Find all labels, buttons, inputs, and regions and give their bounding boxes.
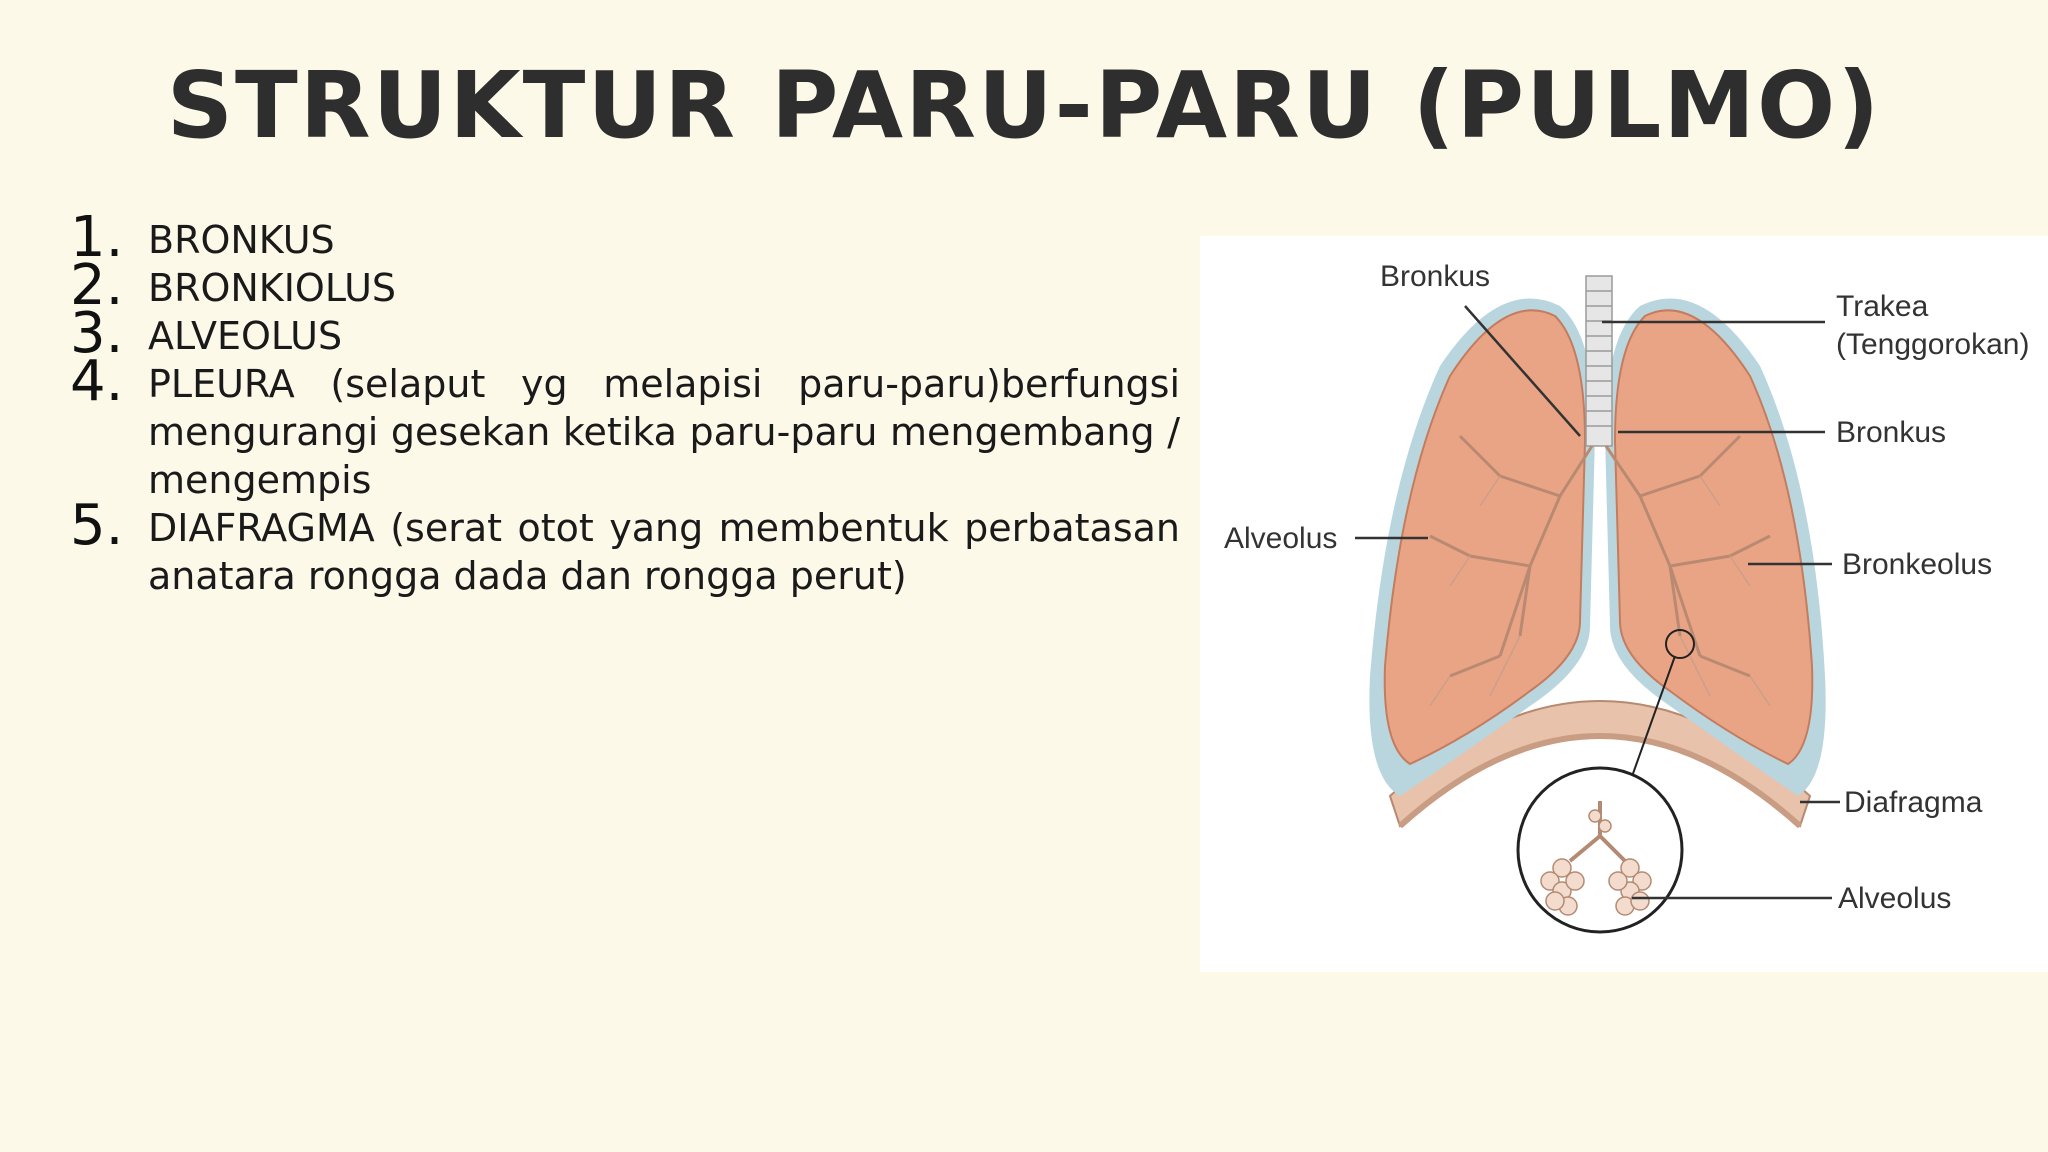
list-text: BRONKUS xyxy=(148,218,335,262)
list-number: 5. xyxy=(70,493,124,558)
lung-illustration xyxy=(1200,236,2048,972)
list-text: DIAFRAGMA (serat otot yang membentuk perbatasan anatara rongga dada dan rongga perut) xyxy=(148,506,1180,598)
trachea xyxy=(1586,276,1612,446)
right-lung xyxy=(1615,310,1812,764)
lung-diagram xyxy=(1200,236,2048,972)
list-number: 3. xyxy=(70,301,124,366)
label-bronkeolus: Bronkeolus xyxy=(1842,548,1993,581)
label-trakea-sub: (Tenggorokan) xyxy=(1836,328,2030,361)
label-alveolus-bottom: Alveolus xyxy=(1838,882,1952,915)
slide-title: STRUKTUR PARU-PARU (PULMO) xyxy=(166,52,1882,159)
list-number: 1. xyxy=(70,205,124,270)
list-text: ALVEOLUS xyxy=(148,314,343,358)
list-item xyxy=(70,493,1180,600)
list-item xyxy=(70,349,1180,504)
label-trakea: Trakea xyxy=(1836,290,1929,323)
label-bronkus-top: Bronkus xyxy=(1380,260,1491,293)
list-item xyxy=(70,301,1180,366)
list-text: PLEURA (selaput yg melapisi paru-paru)berfungsi mengurangi gesekan ketika paru-paru mengembang / mengempis xyxy=(148,362,1180,502)
list-item xyxy=(70,205,1180,270)
list-item xyxy=(70,253,1180,318)
list-number: 2. xyxy=(70,253,124,318)
structure-list xyxy=(70,205,1180,600)
label-diafragma: Diafragma xyxy=(1844,786,1983,819)
list-number: 4. xyxy=(70,349,124,414)
label-alveolus-left: Alveolus xyxy=(1224,522,1338,555)
list-text: BRONKIOLUS xyxy=(148,266,397,310)
label-bronkus-right: Bronkus xyxy=(1836,416,1947,449)
alveolus-magnified xyxy=(1518,768,1682,932)
